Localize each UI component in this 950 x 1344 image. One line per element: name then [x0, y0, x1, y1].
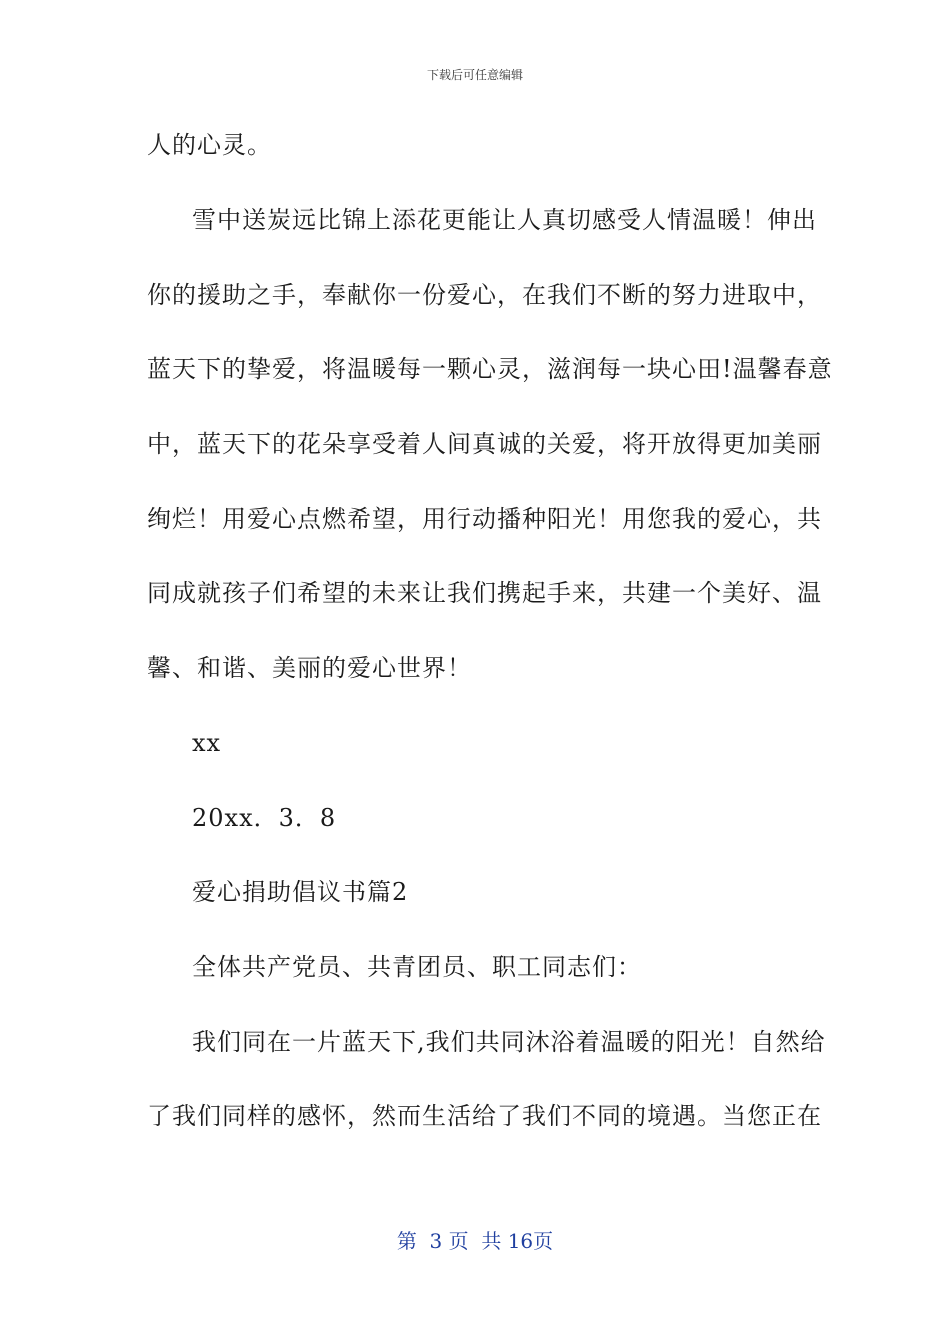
text-line: 了我们同样的感怀，然而生活给了我们不同的境遇。当您正在 [147, 1102, 822, 1130]
signature-date: 20xx．3．8 [192, 804, 337, 832]
text-line: 人的心灵。 [147, 131, 272, 159]
page-number: 第 3 页 共 16页 [396, 1229, 554, 1253]
text-line: 雪中送炭远比锦上添花更能让人真切感受人情温暖！伸出 [192, 206, 817, 234]
text-line: 蓝天下的挚爱，将温暖每一颗心灵，滋润每一块心田!温馨春意 [147, 355, 833, 383]
text-line: 我们同在一片蓝天下,我们共同沐浴着温暖的阳光！自然给 [192, 1028, 826, 1056]
text-line: 中，蓝天下的花朵享受着人间真诚的关爱，将开放得更加美丽 [147, 430, 822, 458]
text-line: 同成就孩子们希望的未来让我们携起手来，共建一个美好、温 [147, 579, 822, 607]
text-line: 你的援助之手，奉献你一份爱心，在我们不断的努力进取中， [147, 281, 822, 309]
signature-name: xx [192, 729, 222, 757]
section-title: 爱心捐助倡议书篇2 [192, 878, 409, 906]
text-line: 绚烂！用爱心点燃希望，用行动播种阳光！用您我的爱心，共 [147, 505, 822, 533]
salutation: 全体共产党员、共青团员、职工同志们： [192, 953, 642, 981]
page-header: 下载后可任意编辑 [426, 68, 523, 82]
text-line: 馨、和谐、美丽的爱心世界！ [147, 654, 472, 682]
